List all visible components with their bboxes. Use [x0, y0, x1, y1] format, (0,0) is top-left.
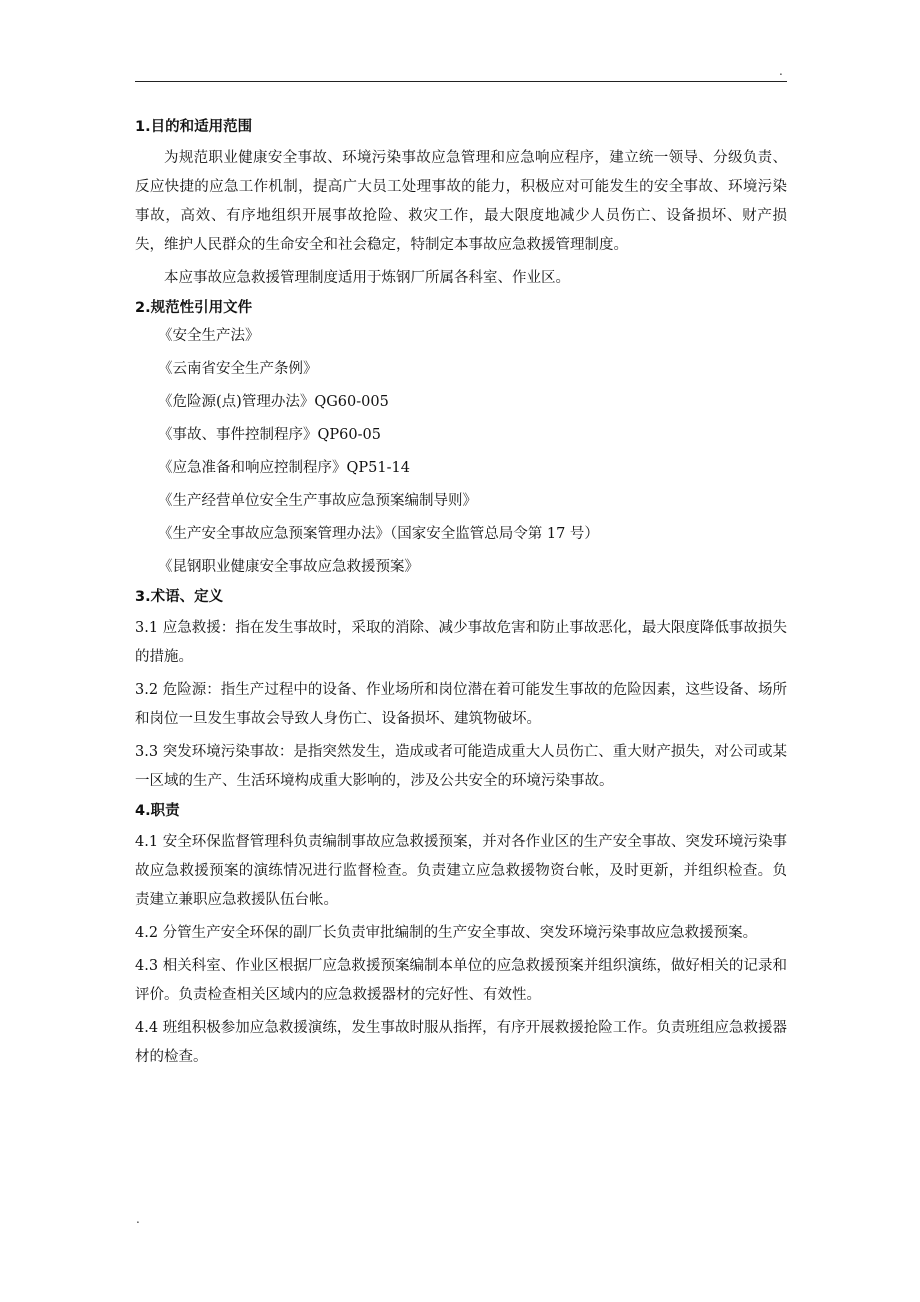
reference-item: 《应急准备和响应控制程序》QP51-14 — [158, 460, 410, 476]
footer-mark: . — [136, 1212, 140, 1226]
reference-item: 《昆钢职业健康安全事故应急救援预案》 — [158, 559, 419, 575]
reference-item: 《生产经营单位安全生产事故应急预案编制导则》 — [158, 493, 477, 509]
reference-item: 《事故、事件控制程序》QP60-05 — [158, 427, 381, 443]
reference-item: 《安全生产法》 — [158, 328, 260, 344]
reference-item: 《云南省安全生产条例》 — [158, 361, 318, 377]
definition-emergency-rescue: 3.1 应急救援：指在发生事故时，采取的消除、减少事故危害和防止事故恶化，最大限度降低事故损失的措施。 — [135, 620, 787, 665]
header-mark: . — [779, 64, 783, 78]
reference-list — [135, 320, 787, 584]
document-body — [135, 116, 787, 1076]
definition-hazard-source: 3.2 危险源：指生产过程中的设备、作业场所和岗位潜在着可能发生事故的危险因素，这些设备、场所和岗位一旦发生事故会导致人身伤亡、设备损坏、建筑物破坏。 — [135, 682, 787, 727]
responsibility-4-2: 4.2 分管生产安全环保的副厂长负责审批编制的生产安全事故、突发环境污染事故应急救援预案。 — [135, 925, 758, 941]
section-3-title: 3.术语、定义 — [135, 589, 224, 605]
reference-item: 《危险源(点)管理办法》QG60-005 — [158, 394, 389, 410]
header-rule — [135, 81, 787, 82]
section-1-title: 1.目的和适用范围 — [135, 119, 253, 135]
section-4-title: 4.职责 — [135, 803, 180, 819]
responsibility-4-3: 4.3 相关科室、作业区根据厂应急救援预案编制本单位的应急救援预案并组织演练，做好相关的记录和评价。负责检查相关区域内的应急救援器材的完好性、有效性。 — [135, 958, 787, 1003]
responsibility-4-4: 4.4 班组积极参加应急救援演练，发生事故时服从指挥，有序开展救援抢险工作。负责班组应急救援器材的检查。 — [135, 1020, 787, 1065]
section-1-purpose-paragraph: 为规范职业健康安全事故、环境污染事故应急管理和应急响应程序，建立统一领导、分级负责、反应快捷的应急工作机制，提高广大员工处理事故的能力，积极应对可能发生的安全事故、环境污染事故，高效、有序地组织开展事故抢险、救灾工作，最大限度地减少人员伤亡、设备损坏、财产损失，维护人民群众的生命安全和社会稳定，特制定本事故应急救援管理制度。 — [135, 150, 787, 253]
responsibility-4-1: 4.1 安全环保监督管理科负责编制事故应急救援预案，并对各作业区的生产安全事故、突发环境污染事故应急救援预案的演练情况进行监督检查。负责建立应急救援物资台帐，及时更新，并组织检查。负责建立兼职应急救援队伍台帐。 — [135, 834, 787, 908]
definition-environmental-pollution-accident: 3.3 突发环境污染事故：是指突然发生，造成或者可能造成重大人员伤亡、重大财产损失，对公司或某一区域的生产、生活环境构成重大影响的，涉及公共安全的环境污染事故。 — [135, 744, 787, 789]
reference-item: 《生产安全事故应急预案管理办法》（国家安全监管总局令第 17 号） — [158, 526, 599, 542]
section-1-scope-paragraph: 本应事故应急救援管理制度适用于炼钢厂所属各科室、作业区。 — [164, 270, 570, 286]
section-2-title: 2.规范性引用文件 — [135, 300, 253, 316]
